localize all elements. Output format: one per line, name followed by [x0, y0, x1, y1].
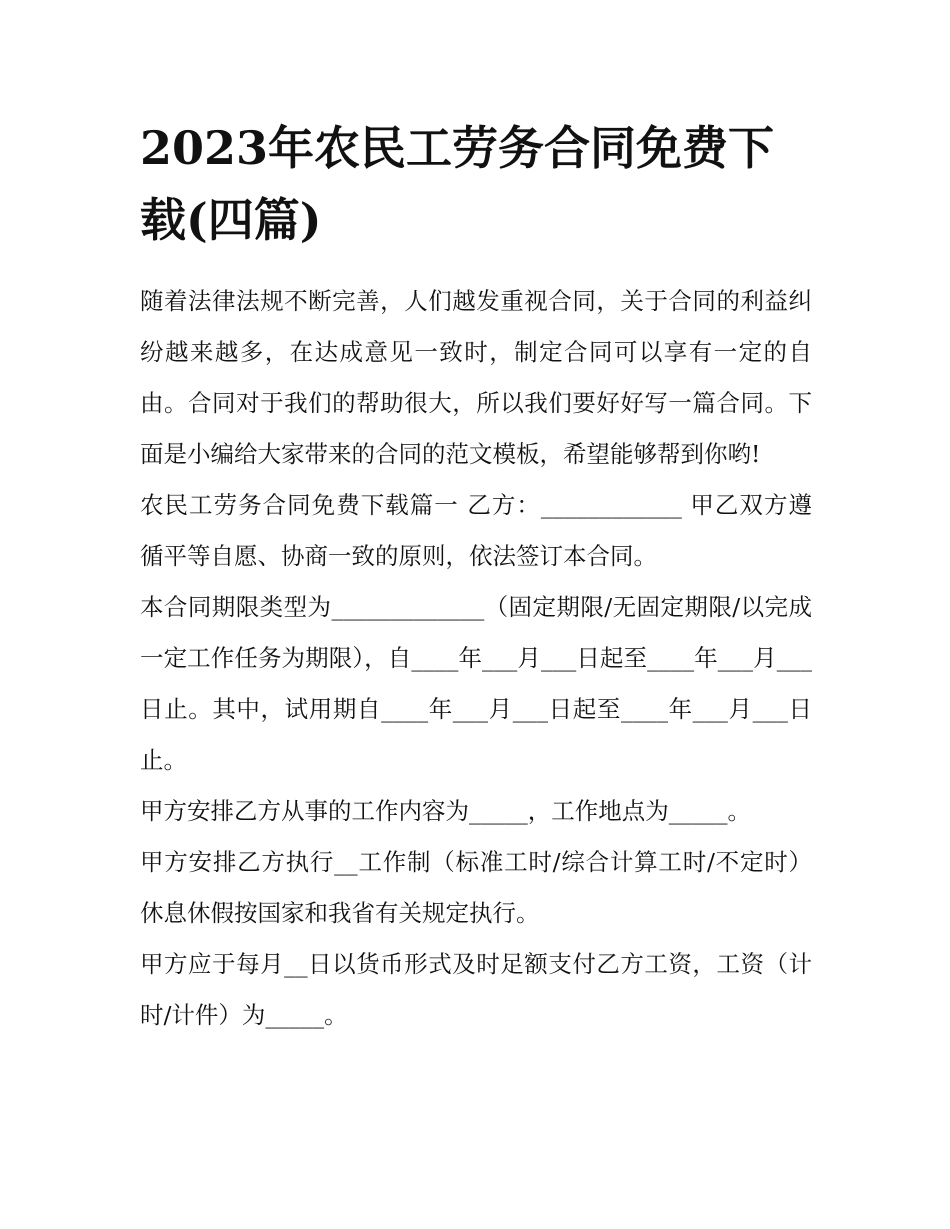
- work-content-paragraph: 甲方安排乙方从事的工作内容为_____，工作地点为_____。: [140, 797, 751, 825]
- work-hours-paragraph: 甲方安排乙方执行__工作制（标准工时/综合计算工时/不定时）休息休假按国家和我省有关规定执行。: [140, 848, 812, 927]
- intro-paragraph: 随着法律法规不断完善，人们越发重视合同，关于合同的利益纠纷越来越多，在达成意见一致时，制定合同可以享有一定的自由。合同对于我们的帮助很大，所以我们要好好写一篇合同。下面是小编给大家带来的合同的范文模板，希望能够帮到你哟!: [140, 287, 812, 468]
- wage-paragraph: 甲方应于每月__日以货币形式及时足额支付乙方工资，工资（计时/计件）为_____。: [140, 950, 812, 1029]
- contract-term-paragraph: 本合同期限类型为_____________（固定期限/无固定期限/以完成一定工作任务为期限），自____年___月___日起至____年___月___日止。其中，试用期自____年___月___日起至____年___月___日止。: [140, 593, 812, 774]
- document-page: [140, 112, 812, 1041]
- document-title: 2023年农民工劳务合同免费下载(四篇): [140, 121, 775, 247]
- contract-parties-paragraph: 农民工劳务合同免费下载篇一 乙方：____________ 甲乙双方遵循平等自愿、协商一致的原则，依法签订本合同。: [140, 491, 812, 570]
